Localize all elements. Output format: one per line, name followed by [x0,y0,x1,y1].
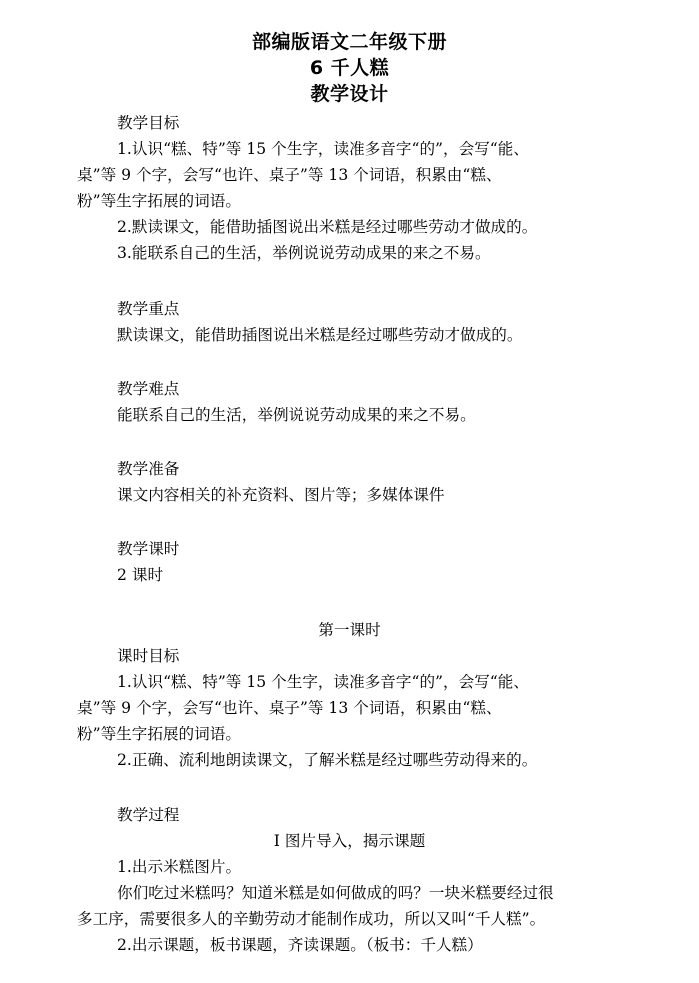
goal-1-line-2: 桌”等 9 个字，会写“也许、桌子”等 13 个词语，积累由“糕、 [77,166,502,184]
document-title-lesson: 6 千人糕 [309,57,390,79]
section-heading-difficulties: 教学难点 [117,380,180,398]
section-heading-goals: 教学目标 [117,114,180,132]
section-heading-lesson-goals: 课时目标 [117,647,180,665]
preparation-text: 课文内容相关的补充资料、图片等；多媒体课件 [117,486,445,504]
section-heading-key-points: 教学重点 [117,300,180,318]
section-heading-process: 教学过程 [117,806,180,824]
lesson-goal-1-line-3: 粉”等生字拓展的词语。 [77,725,241,743]
difficulties-text: 能联系自己的生活，举例说说劳动成果的来之不易。 [117,406,476,424]
lesson-goal-1-line-2: 桌”等 9 个字，会写“也许、桌子”等 13 个词语，积累由“糕、 [77,699,502,717]
process-step-1-question-line-2: 多工序，需要很多人的辛勤劳动才能制作成功，所以又叫“千人糕”。 [77,910,546,928]
lesson-goal-2: 2.正确、流利地朗读课文，了解米糕是经过哪些劳动得来的。 [117,751,538,769]
key-points-text: 默读课文，能借助插图说出米糕是经过哪些劳动才做成的。 [117,326,523,344]
goal-3: 3.能联系自己的生活，举例说说劳动成果的来之不易。 [117,244,491,262]
document-title-type: 教学设计 [310,83,389,105]
goal-2: 2.默读课文，能借助插图说出米糕是经过哪些劳动才做成的。 [117,218,538,236]
goal-1-line-3: 粉”等生字拓展的词语。 [77,192,241,210]
process-step-1-question-line-1: 你们吃过米糕吗？知道米糕是如何做成的吗？一块米糕要经过很 [117,884,554,902]
document-title-series: 部编版语文二年级下册 [251,31,447,53]
process-step-1: 1.出示米糕图片。 [117,858,242,876]
lesson-goal-1-line-1: 1.认识“糕、特”等 15 个生字，读准多音字“的”，会写“能、 [117,673,529,691]
section-heading-preparation: 教学准备 [117,460,180,478]
goal-1-line-1: 1.认识“糕、特”等 15 个生字，读准多音字“的”，会写“能、 [117,140,529,158]
section-heading-hours: 教学课时 [117,540,180,558]
lesson-1-heading: 第一课时 [318,621,381,639]
process-section-1-heading: Ⅰ 图片导入，揭示课题 [273,832,426,850]
process-step-2: 2.出示课题，板书课题，齐读课题。（板书：千人糕） [117,936,483,954]
hours-text: 2 课时 [117,566,164,584]
